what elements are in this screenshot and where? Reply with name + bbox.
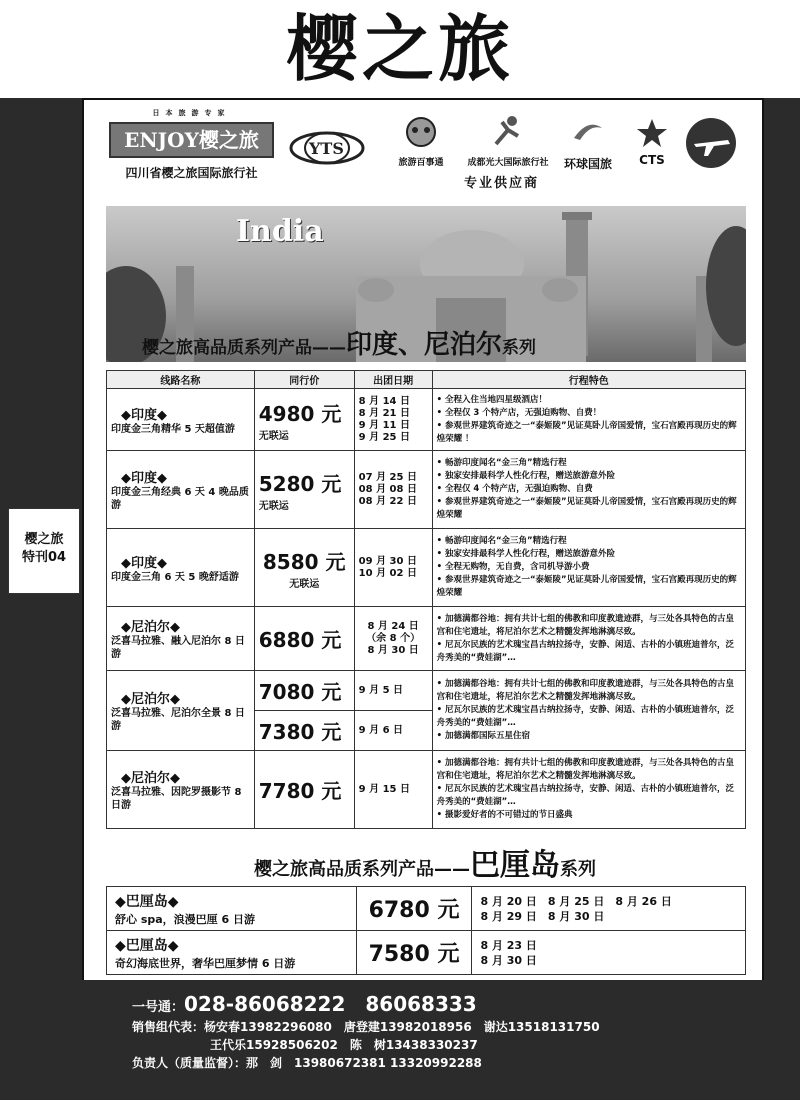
tour-date: 9 月 6 日 <box>358 724 404 736</box>
tour-date: 10 月 02 日 <box>358 567 417 579</box>
route-price: 7780 元 <box>258 779 342 803</box>
feature: • 独家安排最科学人性化行程，赠送旅游意外险 <box>436 549 615 559</box>
banner-slogan <box>142 324 742 361</box>
tour-date: 9 月 25 日 <box>358 431 410 443</box>
route-desc: 泛喜马拉雅、融入尼泊尔 8 日游 <box>111 636 245 660</box>
feature: • 加德满都谷地：拥有共计七组的佛教和印度教遗迹群，与三处各具特色的古皇宫和住宅遗址，将尼泊尔艺术之精髓发挥地淋漓尽致。 <box>436 679 734 702</box>
brand-tagline: 日本旅游专家 <box>152 109 231 117</box>
tour-date: 09 月 30 日 <box>358 555 417 567</box>
feature: • 参观世界建筑奇迹之一“泰姬陵”见证莫卧儿帝国爱情，宝石宫殿再现历史的辉煌荣耀 ！ <box>436 420 737 444</box>
tour-date: 9 月 11 日 <box>358 419 410 431</box>
feature: • 加德满都国际五星住宿 <box>436 731 530 741</box>
route-desc: 泛喜马拉雅、尼泊尔全景 8 日游 <box>111 708 245 732</box>
partner-name: CTS <box>639 153 665 167</box>
route-price: 4980 元 <box>258 401 342 426</box>
runner-icon <box>488 114 528 150</box>
col-price: 同行价 <box>254 371 354 389</box>
bali-section-title <box>84 840 764 884</box>
feature: • 全程无购物，无自费，含司机导游小费 <box>436 562 590 572</box>
feature: • 独家安排最科学人性化行程，赠送旅游意外险 <box>436 471 615 481</box>
col-features: 行程特色 <box>432 371 745 389</box>
globe-icon <box>287 130 367 166</box>
tour-date: 07 月 25 日 <box>358 471 417 483</box>
tour-dates: 8 月 20 日 8 月 25 日 8 月 26 日 <box>480 894 672 908</box>
feature: • 参观世界建筑奇迹之一“泰姬陵”见证莫卧儿帝国爱情，宝石宫殿再现历史的辉煌荣耀 <box>436 575 737 598</box>
feature: • 参观世界建筑奇迹之一“泰姬陵”见证莫卧儿帝国爱情，宝石宫殿再现历史的辉煌荣耀 <box>436 497 737 520</box>
table-row <box>107 389 746 451</box>
col-date: 出团日期 <box>354 371 432 389</box>
col-route: 线路名称 <box>107 371 255 389</box>
tour-date: 08 月 22 日 <box>358 495 417 507</box>
tour-dates: 8 月 30 日 <box>480 953 537 967</box>
tour-date: 08 月 08 日 <box>358 483 417 495</box>
route-desc: 印度金三角经典 6 天 4 晚品质游 <box>111 487 249 511</box>
route-price: 7380 元 <box>258 720 342 744</box>
partner-logo-huanqiu <box>553 114 623 172</box>
partner-logo-airline <box>684 116 738 173</box>
issue-tab-brand: 樱之旅 <box>24 532 64 547</box>
table-row <box>107 451 746 529</box>
issue-tab <box>8 508 80 594</box>
svg-text:YTS: YTS <box>309 139 344 158</box>
price-note: 无联运 <box>258 500 289 512</box>
feature: • 尼瓦尔民族的艺术瑰宝昌古纳拉扬寺，安静、闲适、古朴的小镇班迪普尔，泛舟秀美的“费娃湖”… <box>436 639 734 663</box>
masthead-title: 樱之旅 <box>285 6 514 91</box>
india-banner <box>106 206 746 362</box>
tour-date: （余 8 个） <box>366 632 421 644</box>
tour-date: 8 月 21 日 <box>358 407 410 419</box>
supplier-label: 专业供应商 <box>464 176 540 191</box>
route-price: 8580 元 <box>262 549 346 574</box>
price-note: 无联运 <box>289 578 320 590</box>
mascot-icon <box>401 114 441 150</box>
banner-title: India <box>236 214 324 249</box>
hotline-number: 028-86068222 86068333 <box>184 992 477 1016</box>
route-price: 5280 元 <box>258 471 342 496</box>
slogan-main: 印度、尼泊尔 <box>346 330 503 360</box>
bali-title-prefix: 樱之旅高品质系列产品—— <box>254 859 470 880</box>
route-price: 6880 元 <box>258 628 342 652</box>
route-price: 6780 元 <box>356 887 472 931</box>
india-nepal-table <box>106 370 746 829</box>
partner-logo-guangda <box>463 114 553 168</box>
tour-date: 8 月 30 日 <box>367 644 419 656</box>
bali-table <box>106 886 746 975</box>
hotline-label: 一号通： <box>132 1000 185 1015</box>
route-name: ◆尼泊尔◆ <box>121 692 180 707</box>
brand-logo: ENJOY樱之旅 <box>109 122 274 158</box>
sales-label: 销售组代表： <box>132 1020 205 1034</box>
feature: • 畅游印度闻名“金三角”精选行程 <box>436 458 567 468</box>
partner-name: 成都光大国际旅行社 <box>467 158 549 168</box>
table-row <box>107 887 746 931</box>
feature: • 尼瓦尔民族的艺术瑰宝昌古纳拉扬寺，安静、闲适、古朴的小镇班迪普尔，泛舟秀美的“费娃湖”… <box>436 705 734 728</box>
route-desc: 舒心 spa，浪漫巴厘 6 日游 <box>115 912 255 926</box>
sales-reps: 杨安春13982296080 唐登建13982018956 谢达13518131750 <box>204 1020 600 1034</box>
sales-reps-2: 王代乐15928506202 陈 树13438330237 <box>210 1038 478 1052</box>
brand-block <box>109 108 274 188</box>
tour-date: 9 月 15 日 <box>358 783 410 795</box>
tour-date: 9 月 5 日 <box>358 684 404 696</box>
airplane-icon <box>684 116 738 170</box>
route-desc: 泛喜马拉雅、因陀罗摄影节 8 日游 <box>111 787 242 811</box>
table-row <box>107 607 746 671</box>
tour-date: 8 月 14 日 <box>358 395 410 407</box>
star-icon <box>634 118 670 148</box>
brand-name: 四川省樱之旅国际旅行社 <box>125 166 258 180</box>
feature: • 全程仅 3 个特产店，无强迫购物、自费！ <box>436 407 602 418</box>
swoosh-icon <box>568 114 608 150</box>
route-name: ◆印度◆ <box>121 555 167 571</box>
bali-title-suffix: 系列 <box>560 859 596 880</box>
hotline <box>132 988 477 1017</box>
sales-contacts <box>132 1018 600 1035</box>
route-name: ◆尼泊尔◆ <box>121 771 180 786</box>
route-name: ◆印度◆ <box>121 471 167 486</box>
partner-logo-baishitong <box>381 114 461 168</box>
feature: • 尼瓦尔民族的艺术瑰宝昌古纳拉扬寺，安静、闲适、古朴的小镇班迪普尔，泛舟秀美的“费娃湖”… <box>436 784 734 807</box>
partner-logo-yts <box>287 130 367 171</box>
tour-dates: 8 月 29 日 8 月 30 日 <box>480 909 605 923</box>
feature: • 畅游印度闻名“金三角”精选行程 <box>436 536 567 546</box>
route-desc: 印度金三角 6 天 5 晚舒适游 <box>111 571 239 583</box>
price-note: 无联运 <box>258 430 289 442</box>
tour-dates: 8 月 23 日 <box>480 938 537 952</box>
partner-logo-cts <box>627 118 677 167</box>
feature: • 全程入住当地四星级酒店！ <box>436 394 547 405</box>
partner-name: 旅游百事通 <box>398 158 444 168</box>
feature: • 加德满都谷地：拥有共计七组的佛教和印度教遗迹群，与三处各具特色的古皇宫和住宅遗址，将尼泊尔艺术之精髓发挥地淋漓尽致。 <box>436 613 734 637</box>
route-name: ◆巴厘岛◆ <box>115 893 179 910</box>
table-row <box>107 931 746 975</box>
table-row <box>107 529 746 607</box>
route-desc: 奇幻海底世界，奢华巴厘梦情 6 日游 <box>115 956 296 970</box>
feature: • 全程仅 4 个特产店，无强迫购物、自费 <box>436 484 593 494</box>
bali-title-main: 巴厘岛 <box>470 848 560 883</box>
issue-tab-number: 特刊04 <box>21 550 67 565</box>
tour-date: 8 月 24 日 <box>367 620 419 632</box>
route-name: ◆印度◆ <box>121 407 167 423</box>
header-logos <box>109 108 749 198</box>
contact-footer <box>82 980 764 1080</box>
slogan-suffix: 系列 <box>502 338 537 358</box>
table-header-row <box>107 371 746 389</box>
flyer-sheet <box>82 98 764 1080</box>
table-row <box>107 671 746 711</box>
slogan-prefix: 樱之旅高品质系列产品—— <box>142 338 346 358</box>
route-price: 7580 元 <box>356 931 472 975</box>
partner-name: 环球国旅 <box>563 157 612 171</box>
route-name: ◆尼泊尔◆ <box>121 620 180 635</box>
masthead <box>0 0 800 98</box>
route-desc: 印度金三角精华 5 天超值游 <box>111 423 235 435</box>
manager-contact: 负责人（质量监督）：那 剑 13980672381 13320992288 <box>132 1056 482 1070</box>
feature: • 加德满都谷地：拥有共计七组的佛教和印度教遗迹群，与三处各具特色的古皇宫和住宅遗址，将尼泊尔艺术之精髓发挥地淋漓尽致。 <box>436 758 734 781</box>
route-price: 7080 元 <box>258 680 342 704</box>
feature: • 摄影爱好者的不可错过的节日盛典 <box>436 810 573 820</box>
table-row <box>107 751 746 829</box>
route-name: ◆巴厘岛◆ <box>115 937 179 954</box>
